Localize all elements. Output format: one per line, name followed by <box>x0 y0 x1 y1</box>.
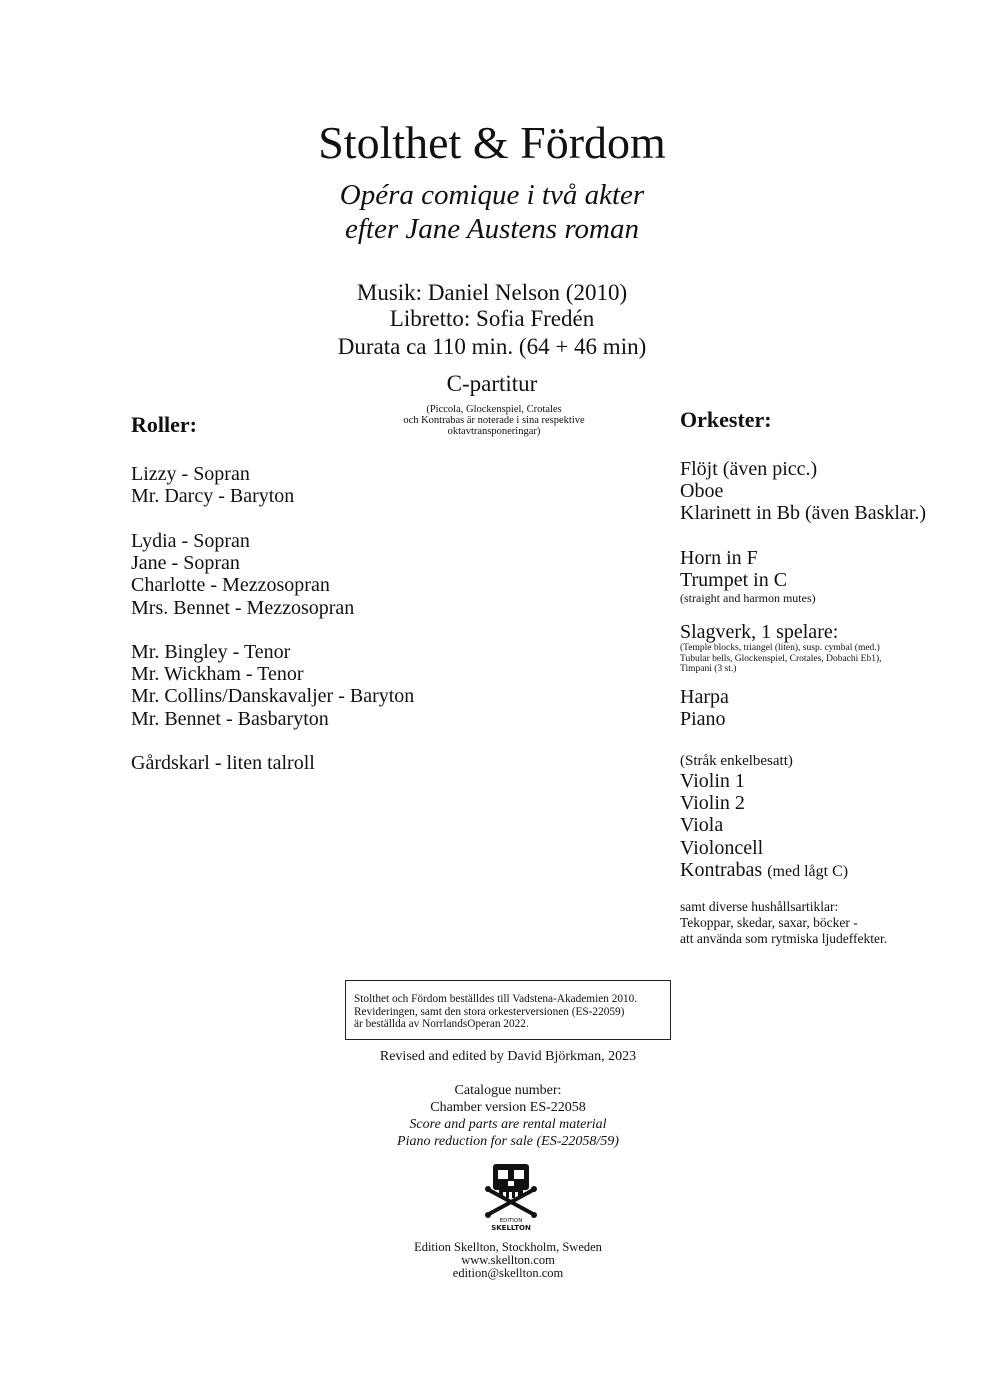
instrument-item: Harpa <box>680 686 729 708</box>
instrument-item: Viola <box>680 814 724 837</box>
subtitle-line-1: Opéra comique i två akter <box>339 179 645 211</box>
instrument-item: Kontrabas (med lågt C) <box>680 858 849 881</box>
publisher-block <box>0 1241 984 1280</box>
role-item: Lydia - Sopran <box>131 530 250 552</box>
roles-heading: Roller: <box>131 412 197 437</box>
skull-crossbones-logo <box>483 1160 539 1232</box>
instrument-item: Trumpet in C <box>680 569 788 592</box>
subtitle-line-2: efter Jane Austens roman <box>345 213 639 245</box>
roles-group-3 <box>131 641 414 730</box>
instrument-item: Horn in F <box>680 547 758 569</box>
percussion-note-3: Timpani (3 st.) <box>680 664 737 675</box>
role-item: Mrs. Bennet - Mezzosopran <box>131 596 355 619</box>
orchestra-extras: samt diverse hushållsartiklar: Tekoppar, skedar, saxar, böcker - att använda som rytmiska ljudeffekter. <box>680 899 888 946</box>
role-item: Mr. Bennet - Basbaryton <box>131 707 329 730</box>
instrument-item: Piano <box>680 708 726 731</box>
role-item: Mr. Bingley - Tenor <box>131 641 291 663</box>
role-item: Mr. Darcy - Baryton <box>131 485 295 508</box>
role-item: Mr. Wickham - Tenor <box>131 663 304 686</box>
roles-group-4 <box>131 752 315 774</box>
catalogue-block <box>0 1082 984 1150</box>
role-item: Mr. Collins/Danskavaljer - Baryton <box>131 685 415 708</box>
orchestra-harp-piano <box>680 686 729 730</box>
instrument-item: Klarinett in Bb (även Basklar.) <box>680 502 927 525</box>
orchestra-heading: Orkester: <box>680 407 772 432</box>
libretto-credit: Libretto: Sofia Fredén <box>389 306 595 331</box>
revised-credit: Revised and edited by David Björkman, 2023 <box>379 1049 637 1064</box>
orchestra-brass <box>680 547 816 605</box>
instrument-item: Flöjt (även picc.) <box>680 458 818 480</box>
role-item: Jane - Sopran <box>131 552 240 575</box>
role-item: Lizzy - Sopran <box>131 463 250 485</box>
strings-note: (Stråk enkelbesatt) <box>680 753 793 769</box>
roles-group-1 <box>131 463 294 507</box>
orchestra-winds <box>680 458 926 525</box>
instrument-item: Violin 2 <box>680 792 745 815</box>
score-type-note: (Piccola, Glockenspiel, Crotales och Kontrabas är noterade i sina respektive oktavtransponeringar) <box>403 404 585 437</box>
composer-credit: Musik: Daniel Nelson (2010) <box>356 280 628 305</box>
orchestra-percussion <box>680 621 882 675</box>
commission-box: Stolthet och Fördom beställdes till Vadstena-Akademien 2010. Revideringen, samt den stora orkesterversionen (ES-22059) är beställda av NorrlandsOperan 2022. <box>345 980 671 1040</box>
brass-note: (straight and harmon mutes) <box>680 591 816 606</box>
role-item: Gårdskarl - liten talroll <box>131 752 315 774</box>
role-item: Charlotte - Mezzosopran <box>131 574 330 597</box>
percussion-note-1: (Temple blocks, triangel (liten), susp. cymbal (med.) <box>680 643 880 654</box>
duration: Durata ca 110 min. (64 + 46 min) <box>337 334 647 359</box>
rental-note: Score and parts are rental material <box>409 1117 607 1132</box>
logo-text-top: EDITION <box>499 1218 523 1224</box>
logo-text-bottom: SKELLTON <box>491 1224 531 1232</box>
instrument-item: Violoncell <box>680 836 764 859</box>
roles-group-2 <box>131 530 354 619</box>
orchestra-strings <box>680 752 848 883</box>
kontrabas-note: (med lågt C) <box>767 862 849 880</box>
score-type: C-partitur <box>446 371 538 396</box>
publisher-website: www.skellton.com <box>461 1253 555 1267</box>
page-title: Stolthet & Fördom <box>318 117 666 168</box>
instrument-item: Violin 1 <box>680 770 745 792</box>
instrument-item: Oboe <box>680 480 724 503</box>
catalogue-label: Catalogue number: <box>454 1083 562 1098</box>
catalogue-number: Chamber version ES-22058 <box>430 1100 586 1115</box>
percussion-note-2: Tubular bells, Glockenspiel, Crotales, Dobachi Eb1), <box>680 653 882 664</box>
publisher-email: edition@skellton.com <box>452 1266 564 1280</box>
skull-icon <box>483 1160 539 1232</box>
instrument-item: Slagverk, 1 spelare: <box>680 621 839 643</box>
publisher-name: Edition Skellton, Stockholm, Sweden <box>414 1240 602 1254</box>
piano-note: Piano reduction for sale (ES-22058/59) <box>397 1134 619 1149</box>
